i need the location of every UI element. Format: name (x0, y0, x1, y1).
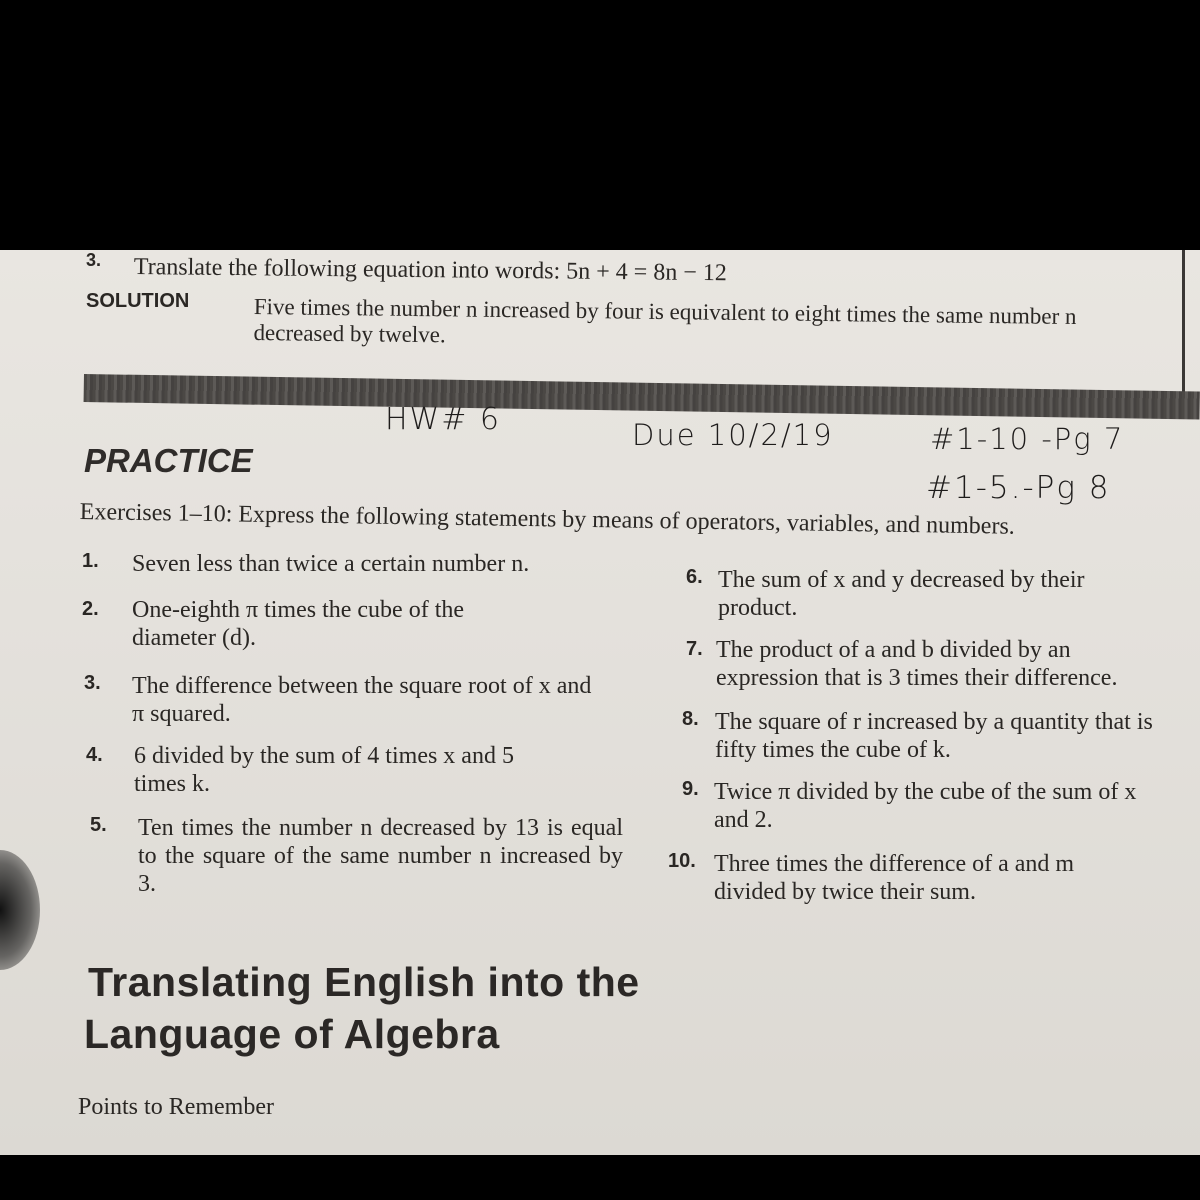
practice-instructions: Exercises 1–10: Express the following statements by means of operators, variables, and numbers. (79, 498, 1015, 540)
textbook-page (0, 250, 1200, 1155)
section-title-line-2: Language of Algebra (84, 1011, 500, 1057)
section-title-line-1: Translating English into the (88, 959, 640, 1005)
exercise-number: 4. (86, 744, 103, 766)
exercise-text: Three times the difference of a and m divided by twice their sum. (714, 851, 1075, 905)
exercise-number: 3. (84, 672, 101, 694)
handwritten-due-date: Due 10/2/19 (632, 418, 834, 452)
exercise-text: Twice π divided by the cube of the sum of x and 2. (714, 779, 1137, 833)
exercise-number: 1. (82, 550, 99, 572)
handwritten-range-1: #1-10 -Pg 7 (930, 422, 1125, 456)
exercise-number: 8. (682, 708, 699, 730)
exercise-text: The square of r increased by a quantity that is fifty times the cube of k. (715, 709, 1153, 763)
exercise-text: 6 divided by the sum of 4 times x and 5 times k. (134, 743, 514, 797)
exercise-text: One-eighth π times the cube of the diameter (d). (132, 597, 465, 651)
exercise-text: Seven less than twice a certain number n. (132, 551, 530, 577)
exercise-text: The difference between the square root of x and π squared. (132, 673, 592, 727)
example-number: 3. (86, 250, 102, 270)
handwritten-homework: HW# 6 (385, 402, 501, 437)
points-to-remember: Points to Remember (78, 1094, 274, 1120)
practice-heading: PRACTICE (84, 442, 253, 479)
example-question: Translate the following equation into words: 5n + 4 = 8n − 12 (133, 253, 727, 287)
divider-bar (84, 374, 1200, 420)
solution-text: Five times the number n increased by four is equivalent to eight times the same number n decreased by twelve. (253, 294, 1077, 348)
box-border (1182, 250, 1185, 402)
exercise-number: 7. (686, 638, 703, 660)
exercise-text: Ten times the number n decreased by 13 is equal to the square of the same number n increased by 3. (138, 815, 623, 897)
exercise-text: The sum of x and y decreased by their product. (718, 567, 1085, 621)
exercise-number: 10. (668, 850, 696, 872)
handwritten-range-2: #1-5.-Pg 8 (926, 470, 1111, 506)
finger-shadow (0, 850, 40, 970)
exercise-number: 2. (82, 598, 99, 620)
exercise-number: 9. (682, 778, 699, 800)
solution-label: SOLUTION (86, 290, 190, 312)
exercise-number: 5. (90, 814, 107, 836)
exercise-number: 6. (686, 566, 703, 588)
exercise-text: The product of a and b divided by an expression that is 3 times their difference. (716, 637, 1118, 691)
